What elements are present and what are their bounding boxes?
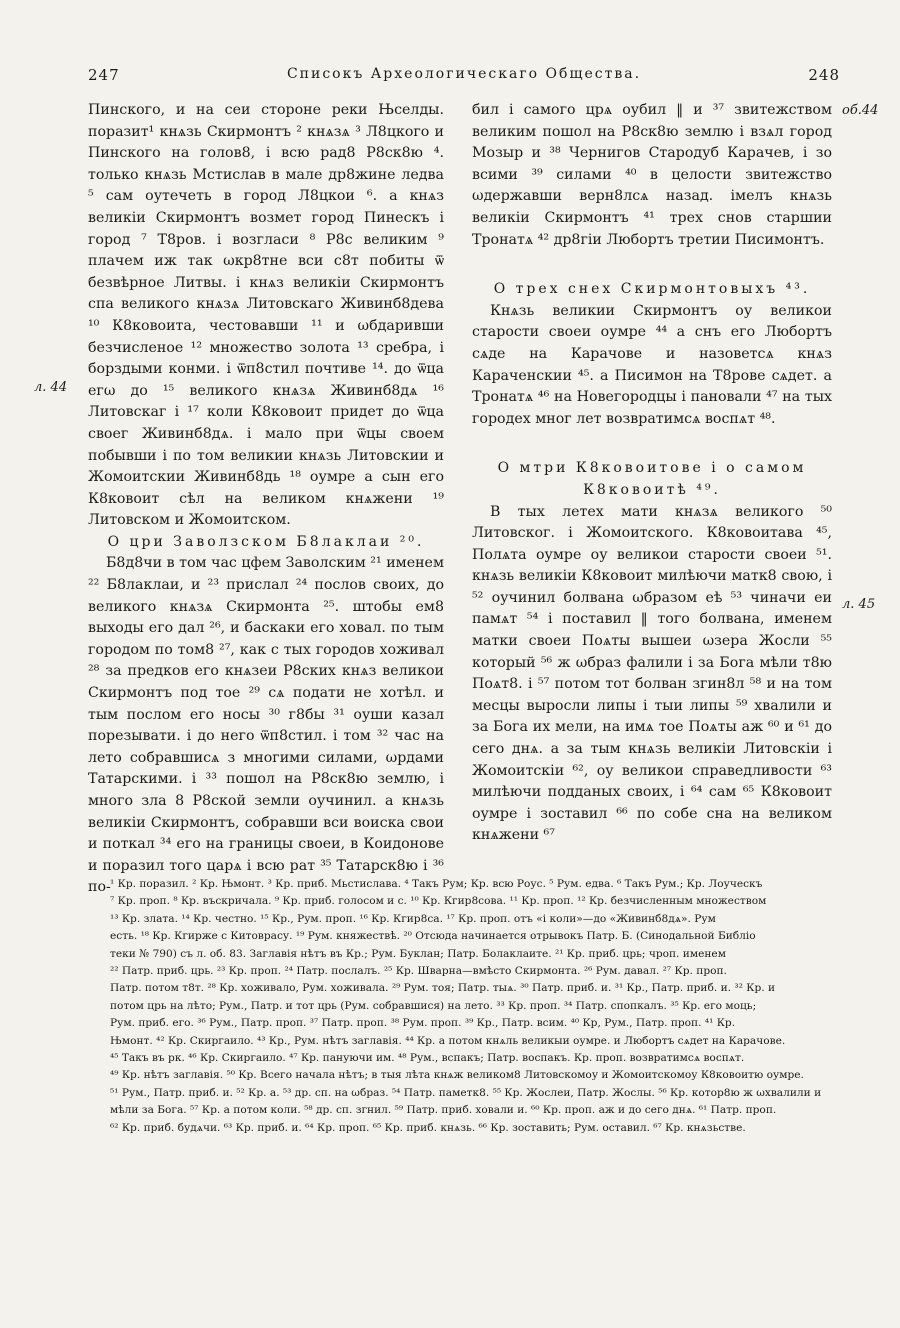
page-number-left: 247 bbox=[88, 66, 120, 84]
section-heading: О трех снех Скирмонтовыхъ ⁴³. bbox=[493, 281, 811, 298]
section-heading: О мтри К8ковоитове і о самом К8ковоитѣ ⁴⁹. bbox=[497, 460, 807, 498]
footnote-line: Њмонт. ⁴² Кр. Скиргаило. ⁴³ Кр., Рум. нѣтъ заглавія. ⁴⁴ Кр. а потом кнѧль великыи оумре. и Любортъ сѧдет на Карачове. bbox=[110, 1034, 786, 1047]
paragraph: бил і самого црѧ оубил ‖ и ³⁷ звитежством великим пошол на Р8ск8ю землю і взѧл город Мозыр и ³⁸ Чернигов Стародуб Карачев, і зо всими ³⁹ силами ⁴⁰ в целости звитежство ωдержавши верн8лсѧ назад. імелъ кнѧзь великіи Скирмонтъ ⁴¹ трех снов старшии Тронатѧ ⁴² др8гіи Любортъ третии Писимонтъ. bbox=[472, 102, 832, 248]
footnote-line: мѣли за Бога. ⁵⁷ Кр. а потом коли. ⁵⁸ др. сп. згнил. ⁵⁹ Патр. приб. ховали и. ⁶⁰ Кр. проп. аж и до сего днѧ. ⁶¹ Патр. проп. bbox=[110, 1104, 777, 1117]
page-header bbox=[88, 66, 840, 90]
footnote-line: ⁵¹ Рум., Патр. приб. и. ⁵² Кр. а. ⁵³ др. сп. на ωбраз. ⁵⁴ Патр. паметк8. ⁵⁵ Кр. Жослеи, Патр. Жослы. ⁵⁶ Кр. котор8ю ж ωхвалили и bbox=[110, 1086, 822, 1099]
section-heading: О цри Заволзском Б8лаклаи ²⁰. bbox=[107, 533, 425, 550]
paragraph: Кнѧзь великии Скирмонтъ оу великои старости своеи оумре ⁴⁴ а снъ его Любортъ сѧде на Карачове и назоветсѧ кнѧз Караченскии ⁴⁵. а Писимон на Т8рове сѧдет. а Тронатѧ ⁴⁶ на Новегородцы і пановали ⁴⁷ на тых городех мног лет возвратимсѧ воспѧт ⁴⁸. bbox=[472, 302, 832, 427]
paragraph: В тых летех мати кнѧзѧ великого ⁵⁰ Литовског. і Жомоитского. К8ковоитава ⁴⁵, Полѧта оумре оу великои старости своеи ⁵¹. кнѧзь великіи К8ковоит милѣючи матк8 свою, і ⁵² оучинил болвана ωбразом еѣ ⁵³ чиначи еи пам‌ѧт ⁵⁴ і поставил ‖ того болвана, именем матки своеи Поѧты вышеи ωзера Жосли ⁵⁵ который ⁵⁶ ж ωбраз фалили і за Бога мѣли т8ю Поѧт8. і ⁵⁷ потом тот болван згин8л ⁵⁸ и на том месцы выросли липы і тыи липы ⁵⁹ хвалили и за Бога их мели, на имѧ тое Поѧты аж ⁶⁰ и ⁶¹ до сего днѧ. а за тым кнѧзь великіи Литовскіи і Жомоитскіи ⁶², оу великои справедливости ⁶³ милѣючи подданых своих, і ⁶⁴ сам ⁶⁵ К8ковоит оумре і зоставил ⁶⁶ по собе сна на великом кнѧжени ⁶⁷ bbox=[472, 503, 832, 844]
right-column bbox=[472, 100, 832, 847]
footnote-line: Патр. потом т8т. ²⁸ Кр. хоживало, Рум. хоживала. ²⁹ Рум. тоя; Патр. тыѧ. ³⁰ Патр. приб. и. ³¹ Кр., Патр. приб. и. ³² Кр. и bbox=[110, 982, 776, 995]
paragraph: Б8д8чи в том час цфем Заволским ²¹ именем ²² Б8лаклаи, и ²³ прислал ²⁴ послов своих, до великого кнѧзѧ Скирмонта ²⁵. штобы ем8 выходы его дал ²⁶, и баскаки его ховал. по тым городом по том8 ²⁷, как с тых городов хоживал ²⁸ за предков его кнѧзеи Р8ских кнѧз великои Скирмонтъ под тое ²⁹ сѧ подати не хотѣл. и тым послом его носы ³⁰ г8бы ³¹ оуши казал порезывати. і до него ѿп8стил. і том ³² час на лето собравшисѧ з многими силами, ωрдами Татарскими. і ³³ пошол на Р8ск8ю землю, і много зла 8 Р8ской земли оучинил. а кнѧзь великіи Скирмонтъ, собравши вси воиска свои и поткал ³⁴ его на границы своеи, в Коидонове и поразил того царѧ і всю рат ³⁵ Татарск8ю і ³⁶ по- bbox=[88, 555, 444, 896]
margin-note-right-bottom: л. 45 bbox=[842, 597, 876, 612]
left-column bbox=[88, 100, 444, 899]
footnote-line: потом црь на лѣто; Рум., Патр. и тот црь (Рум. собравшися) на лето. ³³ Кр. проп. ³⁴ Патр. спопкалъ. ³⁵ Кр. его моць; bbox=[110, 999, 757, 1012]
footnote-line: ¹³ Кр. злата. ¹⁴ Кр. честно. ¹⁵ Кр., Рум. проп. ¹⁶ Кр. Кгир8са. ¹⁷ Кр. проп. отъ «і коли»—до «Живинб8дѧ». Рум bbox=[110, 912, 716, 925]
footnote-line: ⁷ Кр. проп. ⁸ Кр. въскричала. ⁹ Кр. приб. голосом и с. ¹⁰ Кр. Кгир8сова. ¹¹ Кр. проп. ¹² Кр. безчисленным множеством bbox=[110, 895, 767, 908]
footnote-line: теки № 790) съ л. об. 83. Заглавія нѣтъ въ Кр.; Рум. Буклан; Патр. Болаклаите. ²¹ Кр. приб. црь; чроп. именем bbox=[110, 947, 726, 960]
footnotes bbox=[110, 876, 832, 1137]
margin-note-right-top: об.44 bbox=[842, 103, 879, 118]
page-number-right: 248 bbox=[808, 66, 840, 84]
margin-note-left: л. 44 bbox=[34, 380, 68, 395]
paragraph: Пинского, и на сеи стороне реки Њселды. поразит¹ кнѧзь Скирмонтъ ² кнѧзѧ ³ Л8цкого и Пинского на голов8, і всю рад8 Р8ск8ю ⁴. только кнѧзь Мстислав в мале др8жине ледва ⁵ сам оутечеть в город Л8цкои ⁶. а кнѧз великіи Скирмонтъ возмет город Пинескъ і город ⁷ Т8ров. і возгласи ⁸ Р8с великим ⁹ плачем иж так ωкр8тне вси с8т побиты ѿ безвѣрное Литвы. і кнѧз великіи Скирмонтъ спа великого кнѧзѧ Литовскаго Живинб8дева ¹⁰ К8ковоита, честовавши ¹¹ и ωбдаривши безчисленое ¹² множество золота ¹³ сребра, і борздыми конми. і ѿп8стил почтиве ¹⁴. до ѿца егω до ¹⁵ великого кнѧзѧ Живинб8дѧ ¹⁶ Литовскаг і ¹⁷ коли К8ковоит придет до ѿца своег Живинб8дѧ. і мало при ѿцы своем побывши і по том великии кнѧзь Литовскии и Жомоитскии Живинб8дь ¹⁸ оумре а сын его К8ковоит сѣл на великом кнѧжени ¹⁹ Литовском и Жомоитском. bbox=[88, 102, 444, 529]
footnote-line: ⁴⁵ Такъ въ рк. ⁴⁶ Кр. Скиргаило. ⁴⁷ Кр. пануючи им. ⁴⁸ Рум., вспакъ; Патр. воспакъ. Кр. проп. возвратимсѧ воспѧт. bbox=[110, 1052, 745, 1065]
footnote-line: ²² Патр. приб. црь. ²³ Кр. проп. ²⁴ Патр. послалъ. ²⁵ Кр. Шварна—вмѣсто Скирмонта. ²⁶ Рум. давал. ²⁷ Кр. проп. bbox=[110, 965, 727, 978]
running-title: Списокъ Археологическаго Общества. bbox=[286, 66, 642, 82]
footnote-line: ⁴⁹ Кр. нѣтъ заглавія. ⁵⁰ Кр. Всего начала нѣтъ; в тыя лѣта кнѧж великом8 Литовскомоу и Жомоитскомоу К8ковоитю оумре. bbox=[110, 1069, 804, 1082]
footnote-line: Рум. приб. его. ³⁶ Рум., Патр. проп. ³⁷ Патр. проп. ³⁸ Рум. проп. ³⁹ Кр., Патр. всим. ⁴⁰ Кр, Рум., Патр. проп. ⁴¹ Кр. bbox=[110, 1017, 736, 1030]
footnote-line: ¹ Кр. поразил. ² Кр. Њмонт. ³ Кр. приб. Мьстислава. ⁴ Такъ Рум; Кр. всю Роус. ⁵ Рум. едва. ⁶ Такъ Рум.; Кр. Лоуческъ bbox=[110, 878, 763, 890]
footnote-line: есть. ¹⁸ Кр. Кгирже с Китоврасу. ¹⁹ Рум. княжествѣ. ²⁰ Отсюда начинается отрывокъ Патр. Б. (Синодальной Библіо bbox=[110, 930, 756, 943]
footnote-line: ⁶² Кр. приб. будѧчи. ⁶³ Кр. приб. и. ⁶⁴ Кр. проп. ⁶⁵ Кр. приб. кнѧзь. ⁶⁶ Кр. зоставить; Рум. оставил. ⁶⁷ Кр. кнѧзьстве. bbox=[110, 1121, 746, 1134]
